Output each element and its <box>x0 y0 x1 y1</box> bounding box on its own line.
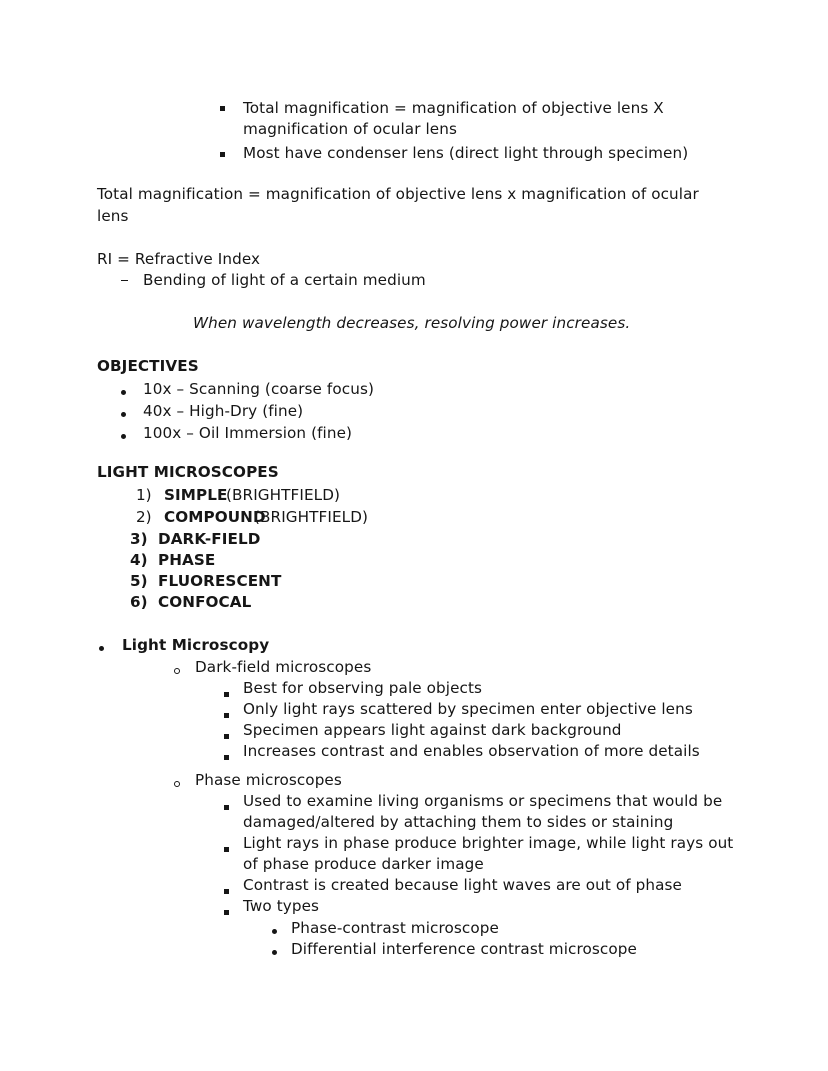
square-bullet-icon <box>224 755 229 760</box>
phase-label: Phase microscopes <box>195 771 342 789</box>
light-microscopes-item-1-plain: (BRIGHTFIELD) <box>226 486 341 504</box>
list-number-3: 3) <box>130 530 148 548</box>
refractive-index-sub: Bending of light of a certain medium <box>143 271 426 289</box>
objectives-heading: OBJECTIVES <box>97 357 199 375</box>
refractive-index-heading: RI = Refractive Index <box>97 250 261 268</box>
round-bullet-icon <box>121 434 126 439</box>
dark-field-point-4: Increases contrast and enables observation of more details <box>243 742 700 760</box>
square-bullet-icon <box>224 805 229 810</box>
objectives-item-1: 10x – Scanning (coarse focus) <box>143 380 374 398</box>
light-microscopy-heading: Light Microscopy <box>122 636 270 654</box>
light-microscopes-item-5: FLUORESCENT <box>158 572 282 590</box>
square-bullet-icon <box>224 692 229 697</box>
light-microscopes-item-1-bold: SIMPLE <box>164 486 228 504</box>
hollow-circle-bullet-icon <box>174 668 180 674</box>
light-microscopes-item-2-bold: COMPOUND <box>164 508 266 526</box>
square-bullet-icon <box>224 910 229 915</box>
light-microscopes-item-6: CONFOCAL <box>158 593 252 611</box>
phase-point-2-line2: of phase produce darker image <box>243 855 484 873</box>
hollow-circle-bullet-icon <box>174 781 180 787</box>
square-bullet-icon <box>220 106 225 111</box>
italic-note: When wavelength decreases, resolving power increases. <box>193 314 631 332</box>
phase-subtype-2: Differential interference contrast microscope <box>291 940 637 958</box>
total-magnification-line2: lens <box>97 207 129 225</box>
list-number-6: 6) <box>130 593 148 611</box>
dark-field-label: Dark-field microscopes <box>195 658 372 676</box>
list-number-4: 4) <box>130 551 148 569</box>
round-bullet-icon <box>99 646 104 651</box>
list-number-5: 5) <box>130 572 148 590</box>
dark-field-point-1: Best for observing pale objects <box>243 679 483 697</box>
square-bullet-icon <box>224 847 229 852</box>
phase-subtype-1: Phase-contrast microscope <box>291 919 499 937</box>
list-number-1: 1) <box>136 486 152 504</box>
phase-point-1-line2: damaged/altered by attaching them to sides or staining <box>243 813 674 831</box>
round-bullet-icon <box>121 390 126 395</box>
square-bullet-icon <box>224 734 229 739</box>
phase-point-4: Two types <box>243 897 320 915</box>
top-bullet-1-line2: magnification of ocular lens <box>243 120 457 138</box>
total-magnification-line1: Total magnification = magnification of objective lens x magnification of ocular <box>97 185 699 203</box>
phase-point-2-line1: Light rays in phase produce brighter image, while light rays out <box>243 834 734 852</box>
phase-point-3: Contrast is created because light waves are out of phase <box>243 876 682 894</box>
round-bullet-icon <box>121 412 126 417</box>
dash-bullet-icon <box>121 280 128 281</box>
objectives-item-3: 100x – Oil Immersion (fine) <box>143 424 353 442</box>
light-microscopes-item-4: PHASE <box>158 551 216 569</box>
light-microscopes-item-3: DARK-FIELD <box>158 530 261 548</box>
top-bullet-1-line1: Total magnification = magnification of objective lens X <box>243 99 664 117</box>
phase-point-1-line1: Used to examine living organisms or specimens that would be <box>243 792 723 810</box>
square-bullet-icon <box>224 889 229 894</box>
top-bullet-2: Most have condenser lens (direct light through specimen) <box>243 144 689 162</box>
round-bullet-icon <box>272 950 277 955</box>
dark-field-point-2: Only light rays scattered by specimen enter objective lens <box>243 700 693 718</box>
square-bullet-icon <box>220 152 225 157</box>
light-microscopes-item-2-plain: (BRIGHTFIELD) <box>254 508 369 526</box>
round-bullet-icon <box>272 929 277 934</box>
objectives-item-2: 40x – High-Dry (fine) <box>143 402 304 420</box>
list-number-2: 2) <box>136 508 152 526</box>
dark-field-point-3: Specimen appears light against dark background <box>243 721 622 739</box>
light-microscopes-heading: LIGHT MICROSCOPES <box>97 463 279 481</box>
square-bullet-icon <box>224 713 229 718</box>
